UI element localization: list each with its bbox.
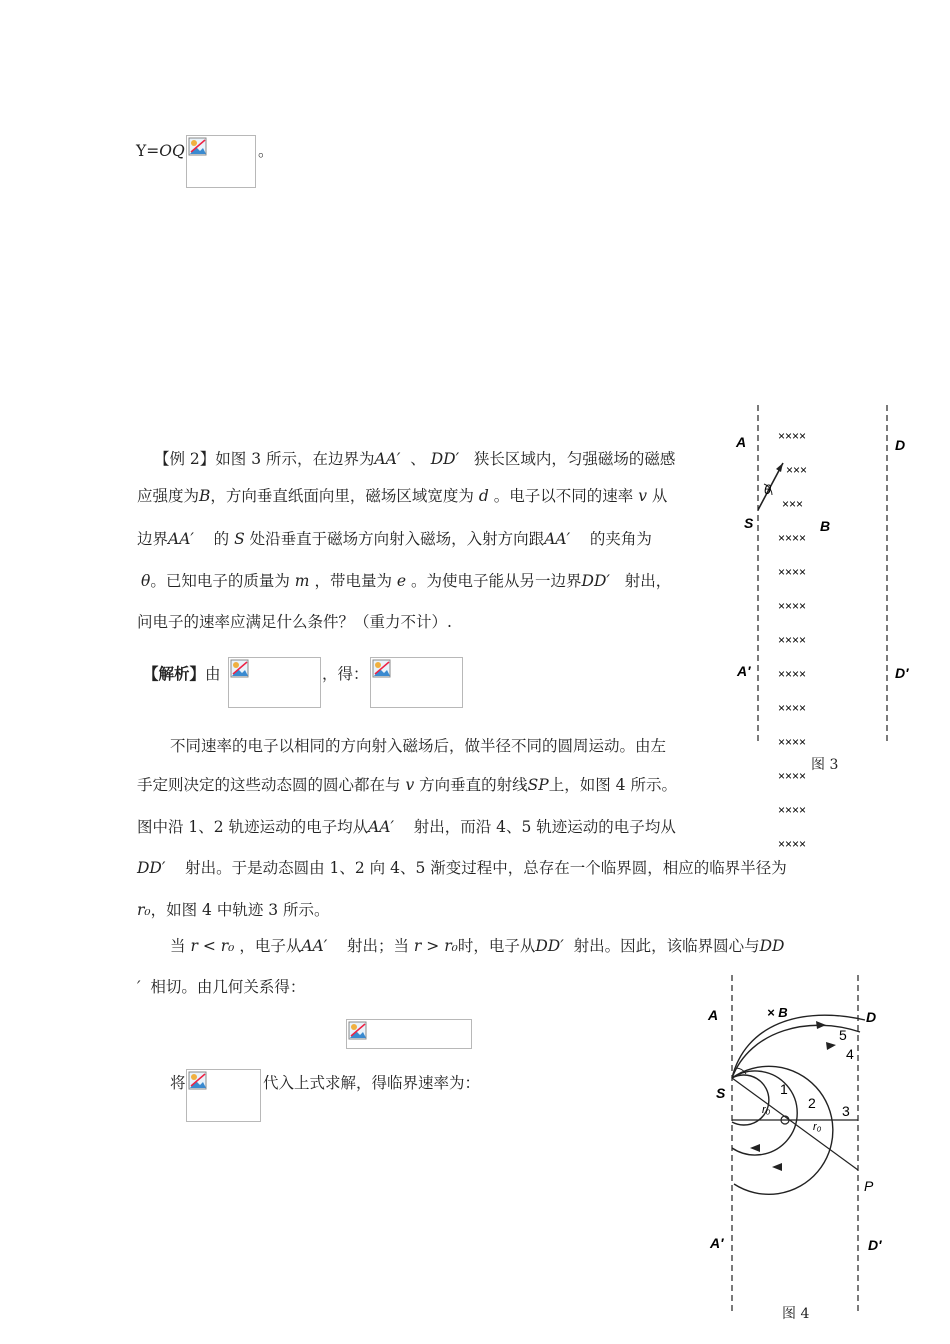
broken-image-icon	[372, 659, 392, 679]
para1-line1: 不同速率的电子以相同的方向射入磁场后，做半径不同的圆周运动。由左	[170, 737, 667, 755]
ex2-line5: 问电子的速率应满足什么条件？（重力不计）.	[137, 613, 452, 631]
label-2: 2	[808, 1095, 816, 1111]
para-text: 射出。因此，该临界圆心与	[573, 937, 760, 955]
para-text: 时，电子从	[457, 937, 536, 955]
ex2-line4	[141, 571, 671, 591]
para-text: 上，如图 4 所示。	[548, 776, 677, 794]
ex2-line1	[154, 449, 675, 469]
broken-image-formula	[228, 657, 321, 708]
label-b: × B	[767, 1005, 788, 1020]
symbol-r: r	[190, 937, 198, 955]
label-5: 5	[839, 1027, 847, 1043]
para-text: 图中沿 1、2 轨迹运动的电子均从	[137, 818, 369, 836]
para-text: ，如图 4 中轨迹 3 所示。	[150, 901, 330, 919]
symbol-r0: r₀	[220, 937, 235, 955]
label-d-prime: D′	[868, 1237, 882, 1253]
para1-line2	[137, 775, 677, 795]
ex2-text: ，方向垂直纸面向里，磁场区域宽度为	[210, 487, 474, 505]
ex2-line2	[137, 486, 667, 506]
broken-image-icon	[230, 659, 250, 679]
ex2-line3	[137, 529, 652, 549]
boundary-dd: DD	[759, 937, 785, 955]
label-a-prime: A′	[737, 663, 751, 679]
boundary-aa: AA′	[544, 530, 571, 548]
label-s: S	[744, 515, 754, 531]
symbol-v: v	[638, 487, 647, 505]
para2-line1	[170, 936, 784, 956]
symbol-theta: θ	[141, 572, 151, 590]
para-text: 射出。于是动态圆由 1、2 向 4、5 渐变过程中，总存在一个临界圆，相应的临界半径为	[185, 859, 787, 877]
ray-sp: SP	[527, 776, 549, 794]
ex2-text: 。为使电子能从另一边界	[411, 572, 582, 590]
cross-row: ××××	[778, 531, 807, 545]
oq-label: OQ	[159, 142, 185, 160]
cross-row: ××××	[778, 769, 807, 783]
para-text: ，电子从	[239, 937, 302, 955]
top-period: 。	[258, 142, 274, 160]
label-1: 1	[780, 1081, 788, 1097]
ex2-text: 【例 2】如图 3 所示，在边界为	[154, 450, 375, 468]
arrow-head-icon	[750, 1144, 760, 1152]
boundary-dd: DD′	[430, 450, 460, 468]
analysis-you: 由	[205, 665, 221, 683]
cross-row: ×××	[786, 463, 808, 477]
ex2-sep: 、	[410, 450, 426, 468]
analysis-line	[143, 664, 221, 684]
ex2-text: 应强度为	[137, 487, 200, 505]
ex2-text: 狭长区域内，匀强磁场的磁感	[473, 450, 676, 468]
symbol-m: m	[294, 572, 310, 590]
broken-image-formula	[346, 1019, 472, 1049]
figure-4	[700, 970, 900, 1320]
para2-line2	[137, 977, 305, 997]
para-text: 射出，而沿 4、5 轨迹运动的电子均从	[413, 818, 676, 836]
symbol-b: B	[199, 487, 211, 505]
label-r0: r₀	[813, 1121, 822, 1133]
boundary-aa: AA′	[368, 818, 395, 836]
label-3: 3	[842, 1103, 850, 1119]
boundary-aa: AA′	[168, 530, 194, 548]
point-s: S	[234, 530, 245, 548]
para3-rest: 代入上式求解，得临界速率为：	[263, 1074, 481, 1092]
label-a: A	[736, 434, 747, 450]
symbol-r: r	[413, 937, 422, 955]
boundary-dd: DD′	[137, 859, 166, 877]
symbol-r0: r₀	[444, 937, 458, 955]
cross-row: ××××	[778, 701, 807, 715]
cross-row: ××××	[778, 565, 807, 579]
label-4: 4	[846, 1046, 854, 1062]
greater-than: >	[426, 937, 440, 955]
para1-line3	[137, 817, 676, 837]
label-p: P	[864, 1178, 874, 1194]
ex2-text: ，带电量为	[314, 572, 392, 590]
symbol-e: e	[396, 572, 407, 590]
para-text: 相切。由几何关系得：	[150, 978, 306, 996]
para-text: 方向垂直的射线	[419, 776, 528, 794]
label-d-prime: D′	[895, 665, 909, 681]
broken-image-formula	[370, 657, 463, 708]
label-a: A	[708, 1007, 719, 1023]
analysis-de: ，得：	[322, 665, 369, 683]
label-d: D	[895, 437, 906, 453]
cross-row: ××××	[778, 803, 807, 817]
y-prefix: Y=	[136, 142, 160, 160]
arrow-head-icon	[826, 1042, 836, 1050]
cross-row: ××××	[778, 429, 807, 443]
boundary-aa: AA′	[374, 450, 401, 468]
para-text: 射出；当	[346, 937, 409, 955]
symbol-v: v	[405, 776, 415, 794]
boundary-dd: DD′	[535, 937, 564, 955]
less-than: <	[202, 937, 216, 955]
label-a-prime: A′	[710, 1235, 724, 1251]
ex2-text: 处沿垂直于磁场方向射入磁场，入射方向跟	[249, 530, 545, 548]
para1-line4	[137, 858, 787, 878]
broken-image-formula	[186, 1069, 261, 1122]
cross-row: ××××	[778, 837, 807, 851]
prime-mark: ′	[137, 978, 141, 996]
cross-row: ××××	[778, 735, 807, 749]
label-s: S	[716, 1085, 726, 1101]
arrow-head-icon	[776, 463, 783, 472]
broken-image-formula	[186, 135, 256, 188]
figure-4-caption: 图 4	[782, 1306, 810, 1322]
label-b: B	[820, 518, 831, 534]
broken-image-icon	[188, 137, 208, 157]
figure-3-caption: 图 3	[811, 757, 839, 773]
ex2-text: 边界	[137, 530, 169, 548]
para3-jiang: 将	[170, 1074, 186, 1092]
arrow-head-icon	[816, 1021, 826, 1029]
symbol-d: d	[478, 487, 489, 505]
ex2-text: 的	[213, 530, 230, 548]
ex2-text: 。已知电子的质量为	[150, 572, 290, 590]
label-theta: θ	[764, 482, 772, 497]
ex2-text: 的夹角为	[589, 530, 652, 548]
boundary-aa: AA′	[301, 937, 328, 955]
cross-row: ××××	[778, 599, 807, 613]
para-text: 手定则决定的这些动态圆的圆心都在与	[137, 776, 401, 794]
boundary-dd: DD′	[581, 572, 610, 590]
figure-3	[720, 400, 920, 860]
broken-image-icon	[188, 1071, 208, 1091]
analysis-label: 【解析】	[143, 664, 206, 683]
cross-row: ×××	[782, 497, 804, 511]
ex2-text: 。电子以不同的速率	[493, 487, 634, 505]
symbol-r0: r₀	[137, 901, 151, 919]
label-d: D	[866, 1009, 877, 1025]
cross-row: ××××	[778, 667, 807, 681]
ex2-text: 射出，	[624, 572, 672, 590]
para1-line5	[137, 900, 330, 920]
cross-row: ××××	[778, 633, 807, 647]
ex2-text: 从	[651, 487, 668, 505]
broken-image-icon	[348, 1021, 368, 1041]
field-crosses	[778, 429, 807, 851]
para-text: 当	[170, 937, 186, 955]
arrow-head-icon	[772, 1163, 782, 1171]
label-r0: r₀	[762, 1104, 771, 1116]
